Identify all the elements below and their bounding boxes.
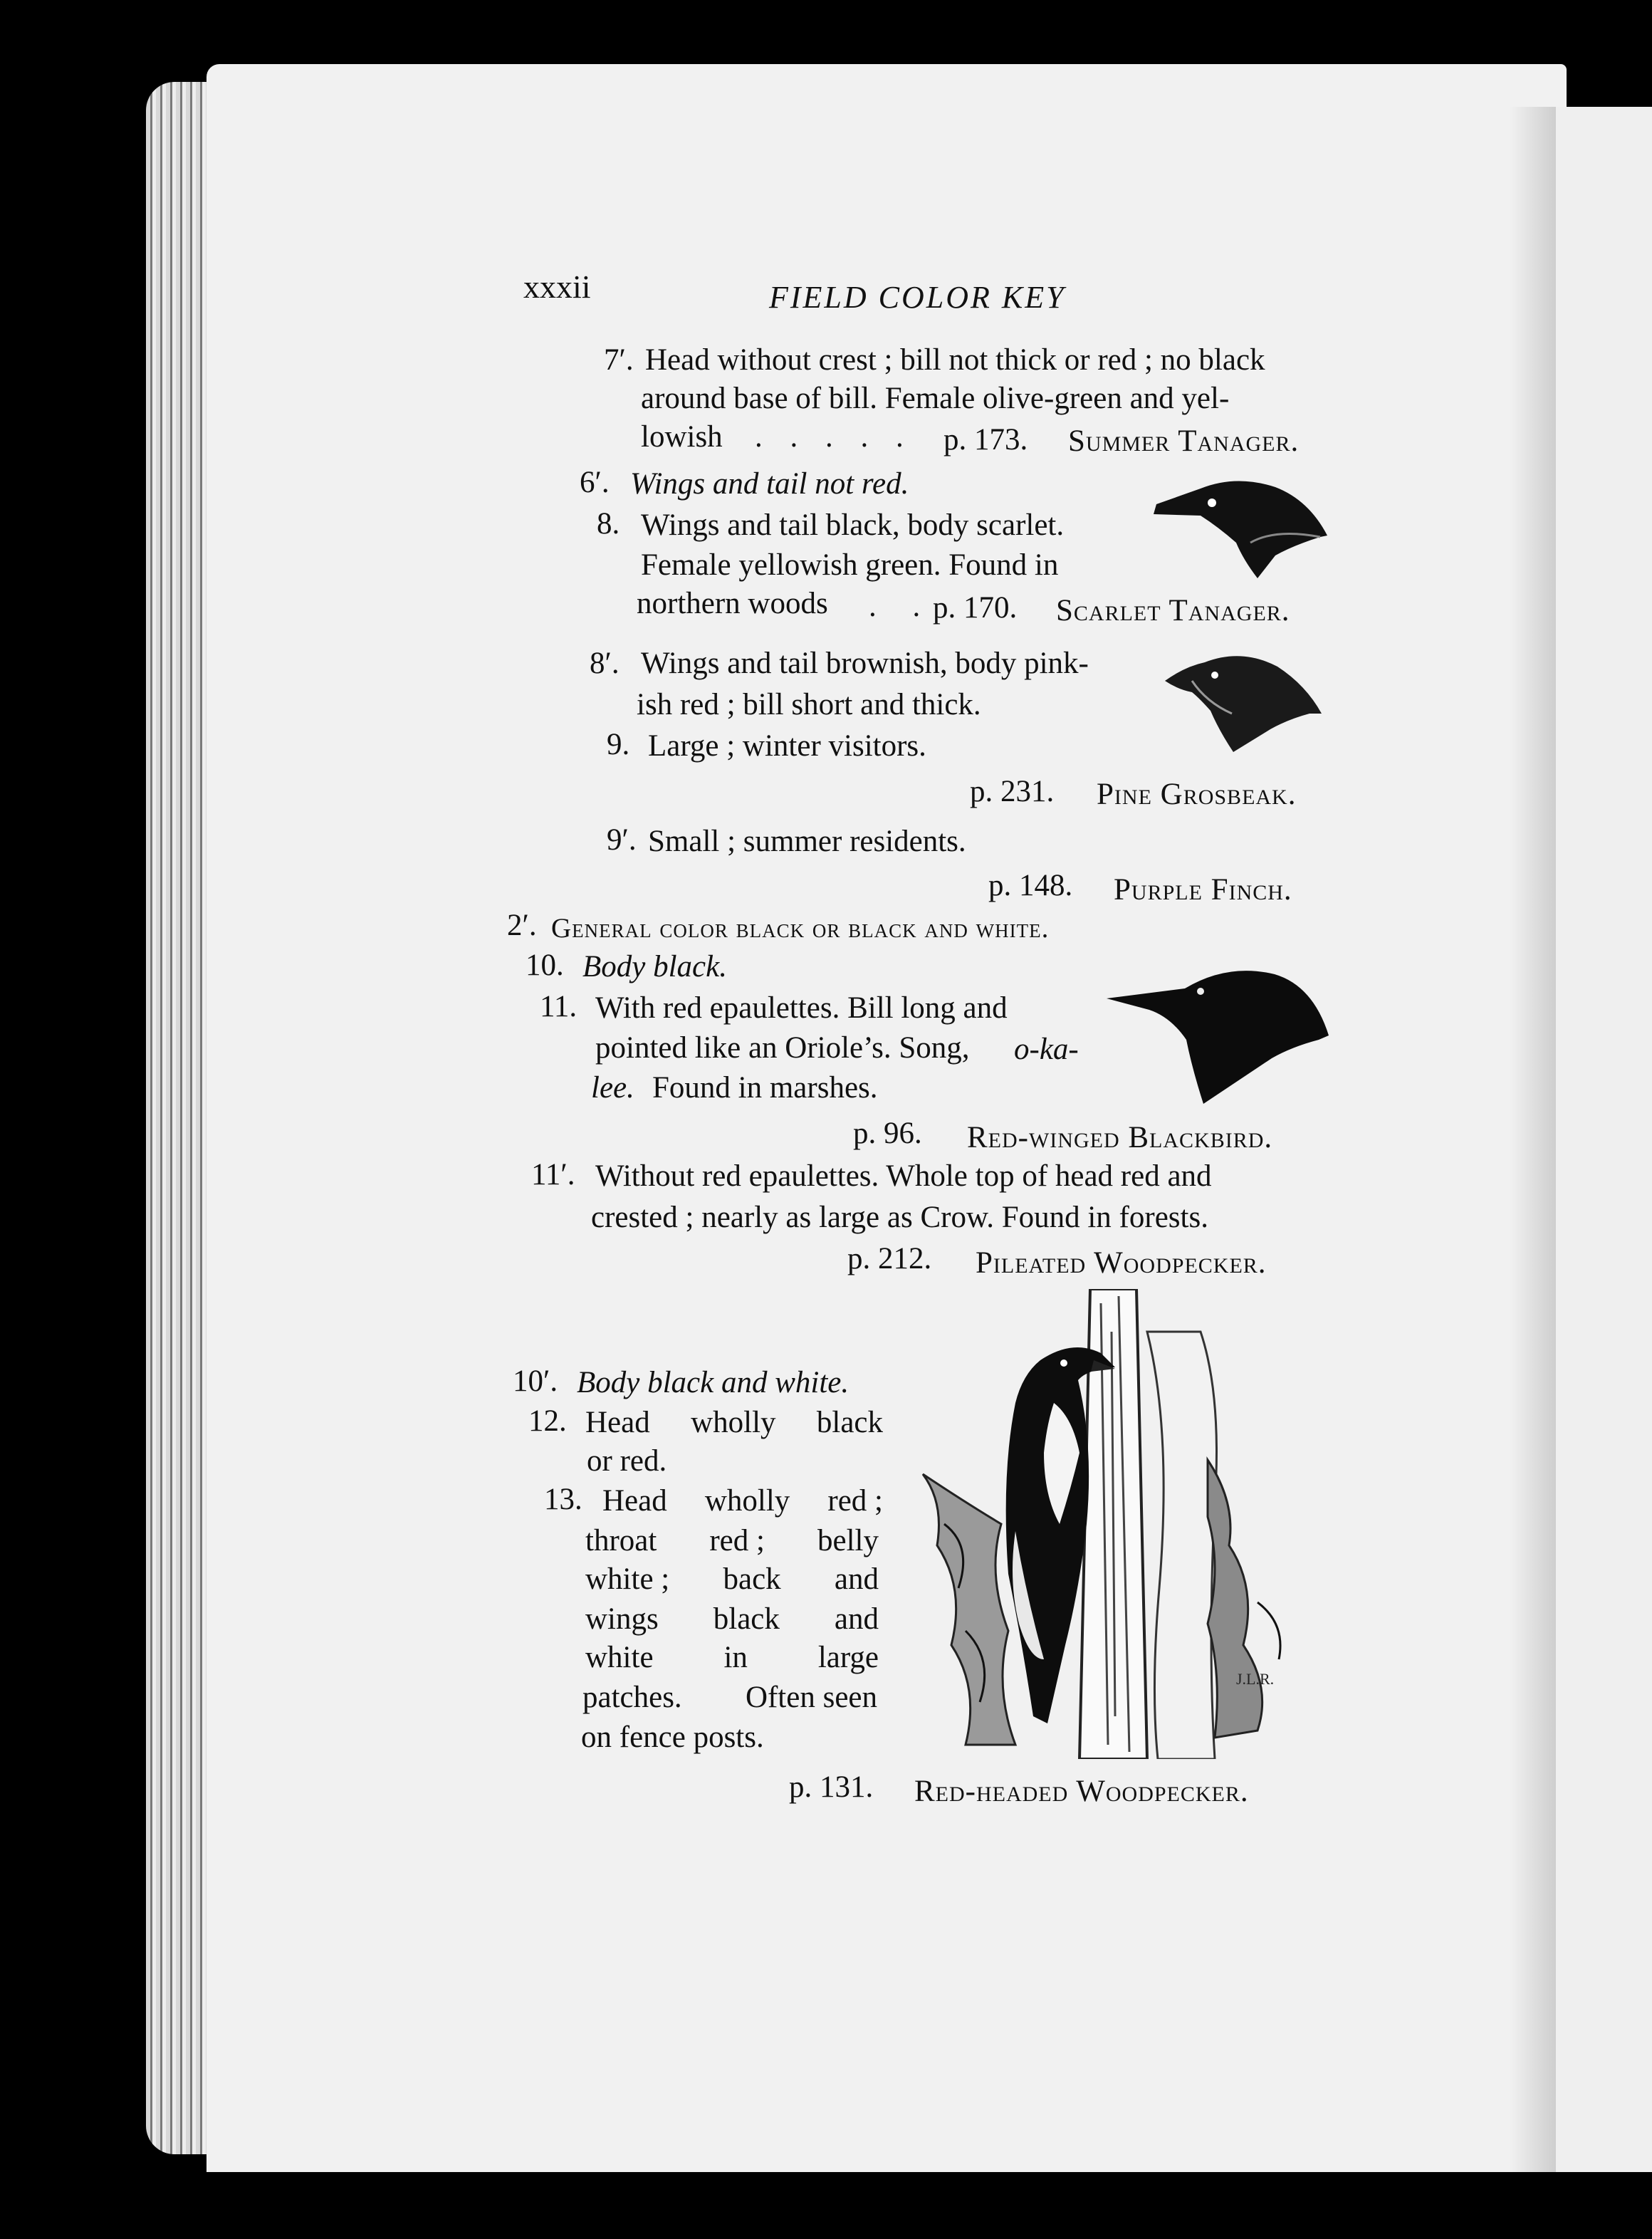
entry-6p-num: 6′.	[580, 466, 610, 499]
word: Head	[602, 1484, 667, 1518]
entry-8-line1: Wings and tail black, body scarlet.	[641, 508, 1065, 542]
entry-11p-num: 11′.	[531, 1158, 575, 1191]
entry-9-text: Large ; winter visitors.	[648, 729, 926, 763]
blackbird-head-icon	[1107, 961, 1334, 1111]
entry-11-line2: pointed like an Oriole’s. Song,	[595, 1031, 970, 1065]
entry-13-line6	[582, 1682, 877, 1713]
entry-7p-dots: . . . . .	[755, 420, 914, 454]
entry-9p-species: Purple Finch.	[1114, 873, 1292, 907]
entry-11p-line2: crested ; nearly as large as Crow. Found in forests.	[591, 1201, 1208, 1234]
entry-10-num: 10.	[526, 949, 564, 982]
word: black	[816, 1406, 883, 1439]
entry-9-num: 9.	[607, 728, 630, 761]
entry-2p-num: 2′.	[507, 909, 537, 942]
entry-9-page: p. 231.	[970, 775, 1055, 808]
word: in	[723, 1641, 748, 1674]
entry-7p-species: Summer Tanager.	[1068, 424, 1300, 458]
entry-8p-line2: ish red ; bill short and thick.	[637, 688, 981, 721]
engraver-mark: J.L.R.	[1236, 1670, 1275, 1688]
word: black	[713, 1602, 780, 1636]
entry-8-line2: Female yellowish green. Found in	[641, 548, 1059, 582]
entry-11-song-b: lee.	[591, 1071, 634, 1105]
entry-11p-page: p. 212.	[847, 1242, 932, 1275]
word: belly	[817, 1524, 879, 1557]
entry-9p-num: 9′.	[607, 823, 637, 857]
entry-13-line1	[602, 1486, 883, 1516]
entry-10p-text: Body black and white.	[577, 1366, 849, 1399]
word: Often seen	[745, 1681, 877, 1714]
entry-8-line3: northern woods	[637, 587, 828, 620]
word: Head	[585, 1406, 650, 1439]
entry-8-dots: . .	[869, 590, 935, 623]
entry-9p-text: Small ; summer residents.	[648, 825, 966, 858]
word: wholly	[704, 1484, 790, 1518]
word: white ;	[585, 1562, 670, 1596]
entry-11-line3: Found in marshes.	[652, 1071, 878, 1105]
entry-7p-line3: lowish	[641, 420, 723, 454]
entry-13-line4	[585, 1604, 879, 1634]
woodpecker-icon	[901, 1289, 1307, 1759]
entry-8-page: p. 170.	[933, 591, 1018, 625]
entry-13-num: 13.	[544, 1483, 582, 1516]
word: and	[834, 1562, 879, 1596]
entry-11-species: Red-winged Blackbird.	[967, 1121, 1273, 1154]
running-title: FIELD COLOR KEY	[769, 280, 1066, 315]
entry-13-line3	[585, 1564, 879, 1595]
entry-8p-num: 8′.	[590, 647, 620, 680]
entry-12-num: 12.	[528, 1404, 567, 1438]
entry-10p-num: 10′.	[513, 1364, 558, 1398]
entry-8p-line1: Wings and tail brownish, body pink-	[641, 647, 1089, 680]
word: wholly	[691, 1406, 776, 1439]
entry-8-num: 8.	[597, 507, 620, 541]
entry-9p-page: p. 148.	[988, 869, 1073, 902]
word: white	[585, 1641, 654, 1674]
entry-13-line2	[585, 1525, 879, 1556]
entry-6p-text: Wings and tail not red.	[630, 467, 909, 501]
word: throat	[585, 1524, 657, 1557]
entry-8-species: Scarlet Tanager.	[1056, 594, 1290, 627]
word: back	[723, 1562, 781, 1596]
entry-12-line2: or red.	[587, 1444, 667, 1478]
entry-10-text: Body black.	[582, 950, 727, 983]
scarlet-tanager-head-icon	[1151, 471, 1336, 585]
word: and	[834, 1602, 879, 1636]
entry-7p-line1: Head without crest ; bill not thick or red ; no black	[645, 343, 1265, 377]
entry-11-line1: With red epaulettes. Bill long and	[595, 991, 1008, 1025]
entry-7p-num: 7′.	[604, 343, 634, 377]
entry-12-line1	[585, 1407, 883, 1438]
facing-page	[1556, 107, 1652, 2172]
page-number: xxxii	[523, 268, 591, 305]
pine-grosbeak-head-icon	[1164, 645, 1327, 759]
word: red ;	[709, 1524, 765, 1557]
word: large	[817, 1641, 879, 1674]
entry-7p-page: p. 173.	[943, 423, 1028, 456]
entry-13-last: on fence posts.	[581, 1721, 764, 1754]
entry-7p-line2: around base of bill. Female olive-green and yel-	[641, 382, 1230, 415]
entry-13-species: Red-headed Woodpecker.	[914, 1775, 1249, 1808]
word: patches.	[582, 1681, 682, 1714]
entry-11-song-a: o-ka-	[1014, 1033, 1079, 1066]
entry-2p-text: General color black or black and white.	[551, 913, 1050, 944]
entry-13-line5	[585, 1642, 879, 1673]
entry-11p-line1: Without red epaulettes. Whole top of head red and	[595, 1159, 1212, 1193]
entry-13-page: p. 131.	[789, 1770, 874, 1804]
entry-11-page: p. 96.	[853, 1117, 922, 1150]
entry-11-num: 11.	[540, 990, 577, 1023]
entry-9-species: Pine Grosbeak.	[1097, 778, 1297, 811]
word: wings	[585, 1602, 659, 1636]
word: red ;	[827, 1484, 883, 1518]
entry-11p-species: Pileated Woodpecker.	[976, 1246, 1267, 1280]
